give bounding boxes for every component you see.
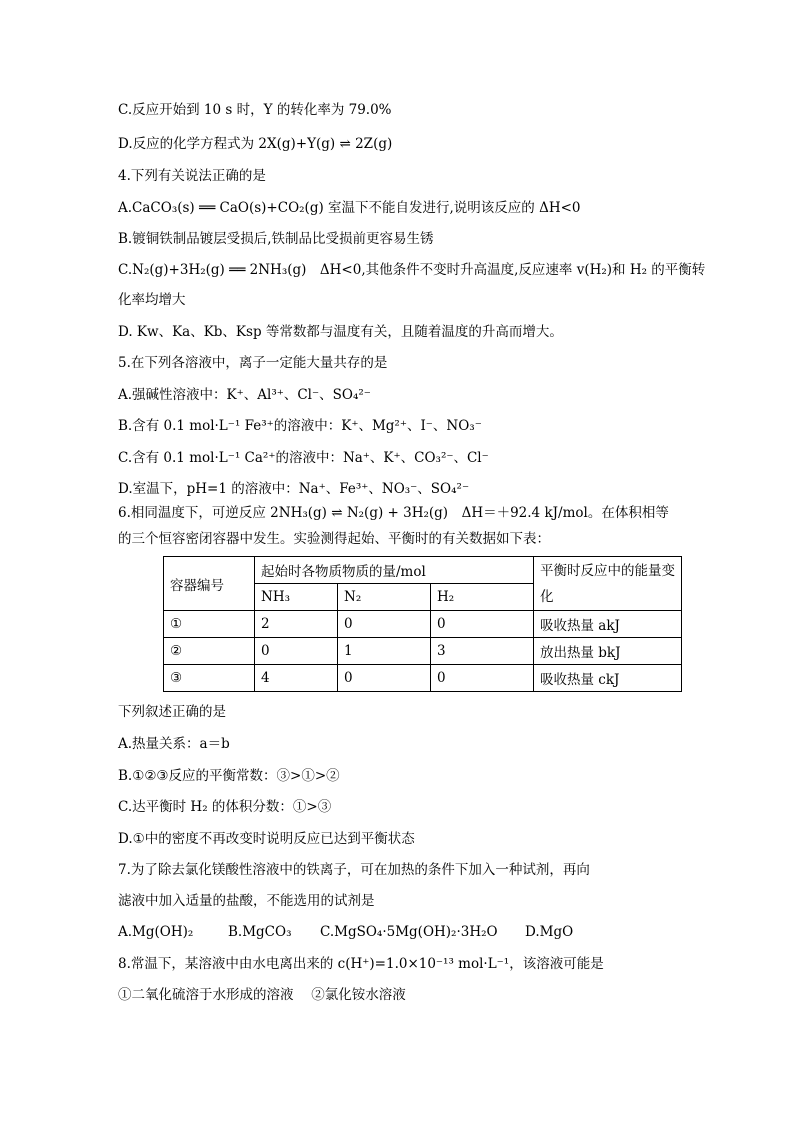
- table-cell: 4: [255, 665, 338, 692]
- option-7-1: B.MgCO₃: [228, 924, 292, 940]
- text-line-l5: B.镀铜铁制品镀层受损后,铁制品比受损前更容易生锈: [118, 231, 434, 247]
- text-line-l12: C.含有 0.1 mol·L⁻¹ Ca²⁺的溶液中：Na⁺、K⁺、CO₃²⁻、Cl⁻: [118, 450, 489, 466]
- header-start: 起始时各物质物质的量/mol: [255, 557, 534, 584]
- text-line-l8: D. Kw、Ka、Kb、Ksp 等常数都与温度有关，且随着温度的升高而增大。: [118, 324, 563, 340]
- table-cell: 放出热量 bkJ: [534, 638, 682, 665]
- table-cell: 0: [431, 611, 534, 638]
- text-line-l19: C.达平衡时 H₂ 的体积分数：①>③: [118, 799, 332, 815]
- text-line-l9: 5.在下列各溶液中，离子一定能大量共存的是: [118, 355, 388, 371]
- text-line-l13: D.室温下，pH=1 的溶液中：Na⁺、Fe³⁺、NO₃⁻、SO₄²⁻: [118, 481, 470, 497]
- text-line-l22: 滤液中加入适量的盐酸，不能选用的试剂是: [118, 893, 375, 909]
- table-cell: 2: [255, 611, 338, 638]
- table-cell: 吸收热量 akJ: [534, 611, 682, 638]
- table-cell: 0: [338, 611, 431, 638]
- table-cell: 1: [338, 638, 431, 665]
- option-7-0: A.Mg(OH)₂: [118, 924, 194, 940]
- text-line-l10: A.强碱性溶液中：K⁺、Al³⁺、Cl⁻、SO₄²⁻: [118, 387, 371, 403]
- text-line-l2: D.反应的化学方程式为 2X(g)+Y(g) ⇌ 2Z(g): [118, 136, 393, 152]
- subheader-0: NH₃: [255, 584, 338, 611]
- subheader-1: N₂: [338, 584, 431, 611]
- text-line-l24: 8.常温下，某溶液中由水电离出来的 c(H⁺)=1.0×10⁻¹³ mol·L⁻¹，该溶液可能是: [118, 956, 604, 972]
- text-line-l14: 6.相同温度下，可逆反应 2NH₃(g) ⇌ N₂(g) + 3H₂(g) ΔH＝＋92.4 kJ/mol。在体积相等: [118, 505, 669, 521]
- text-line-l25: ①二氧化硫溶于水形成的溶液 ②氯化铵水溶液: [118, 987, 406, 1003]
- subheader-2: H₂: [431, 584, 534, 611]
- option-7-3: D.MgO: [525, 924, 574, 940]
- table-cell: 3: [431, 638, 534, 665]
- option-7-2: C.MgSO₄·5Mg(OH)₂·3H₂O: [320, 924, 498, 940]
- table-row: [164, 638, 682, 665]
- text-line-l1: C.反应开始到 10 s 时，Y 的转化率为 79.0%: [118, 102, 392, 118]
- table-cell: 0: [255, 638, 338, 665]
- table-cell: 0: [431, 665, 534, 692]
- table-cell: ③: [164, 665, 255, 692]
- table-row: [164, 611, 682, 638]
- table-row: [164, 665, 682, 692]
- text-line-l18: B.①②③反应的平衡常数：③>①>②: [118, 768, 340, 784]
- text-line-l20: D.①中的密度不再改变时说明反应已达到平衡状态: [118, 831, 415, 847]
- text-line-l16: 下列叙述正确的是: [118, 704, 226, 720]
- header-container: 容器编号: [164, 557, 255, 611]
- text-line-l4: A.CaCO₃(s) ══ CaO(s)+CO₂(g) 室温下不能自发进行,说明该反应的 ΔH<0: [118, 200, 581, 216]
- table-cell: 0: [338, 665, 431, 692]
- text-line-l17: A.热量关系：a＝b: [118, 736, 230, 752]
- table-cell: 吸收热量 ckJ: [534, 665, 682, 692]
- table-cell: ①: [164, 611, 255, 638]
- data-table: [163, 556, 682, 692]
- text-line-l11: B.含有 0.1 mol·L⁻¹ Fe³⁺的溶液中：K⁺、Mg²⁺、I⁻、NO₃⁻: [118, 418, 482, 434]
- text-line-l15: 的三个恒容密闭容器中发生。实验测得起始、平衡时的有关数据如下表：: [118, 531, 550, 547]
- table-cell: ②: [164, 638, 255, 665]
- header-energy: 平衡时反应中的能量变化: [534, 557, 682, 611]
- text-line-l7: 化率均增大: [118, 292, 186, 308]
- text-line-l21: 7.为了除去氯化镁酸性溶液中的铁离子，可在加热的条件下加入一种试剂，再向: [118, 862, 590, 878]
- text-line-l6: C.N₂(g)+3H₂(g) ══ 2NH₃(g) ΔH<0,其他条件不变时升高温度,反应速率 v(H₂)和 H₂ 的平衡转: [118, 262, 706, 278]
- text-line-l3: 4.下列有关说法正确的是: [118, 168, 266, 184]
